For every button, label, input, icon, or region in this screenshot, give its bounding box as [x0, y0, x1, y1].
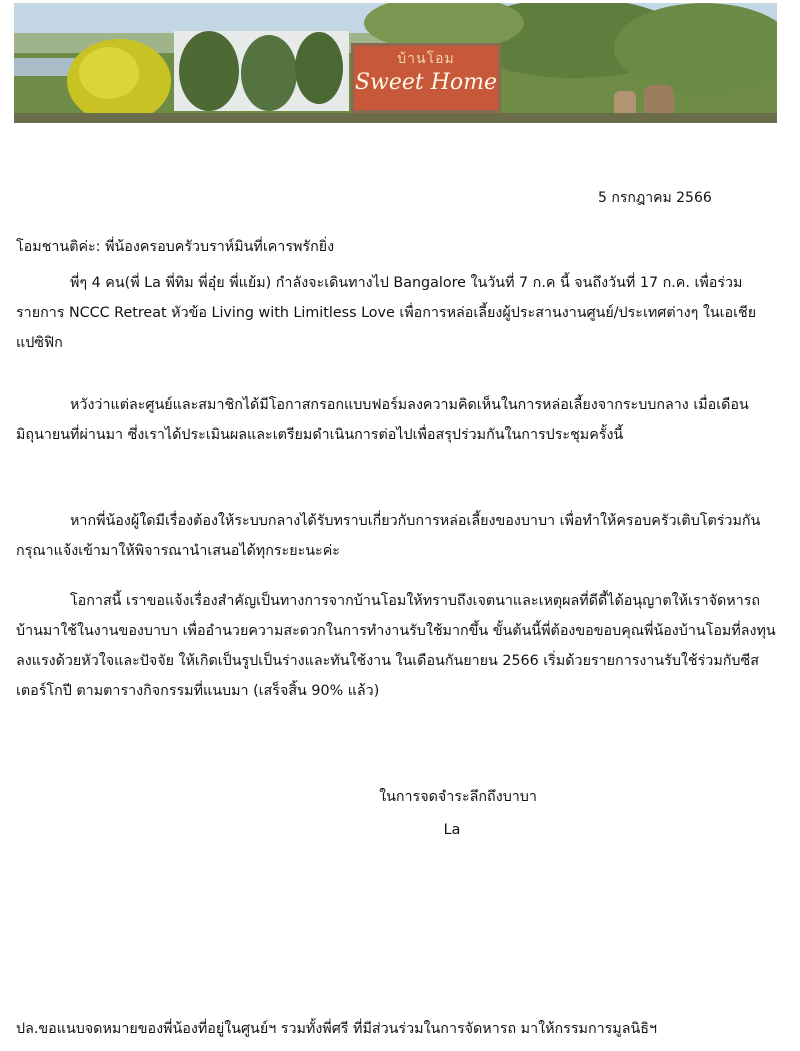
paragraph-feedback: หวังว่าแต่ละศูนย์และสมาชิกได้มีโอกาสกรอกแบบฟอร์มลงความคิดเห็นในการหล่อเลี้ยงจากระบบกลาง เมื่อเดือน มิถุนายนที่ผ่านมา ซึ่งเราได้ประเมินผลและเตรียมดำเนินการต่อไปเพื่อสรุปร่วมกันในการประชุมครั้งนี้ [16, 397, 749, 443]
signature: La [443, 822, 461, 838]
postscript: ปล.ขอแนบจดหมายของพี่น้องที่อยู่ในศูนย์ฯ รวมทั้งพี่ศรี ที่มีส่วนร่วมในการจัดหารถ มาให้กรรมการมูลนิธิฯ [16, 1021, 658, 1037]
paragraph-requests: หากพี่น้องผู้ใดมีเรื่องต้องให้ระบบกลางได้รับทราบเกี่ยวกับการหล่อเลี้ยงของบาบา เพื่อทำให้ครอบครัวเติบโตร่วมกัน กรุณาแจ้งเข้ามาให้พิจารณานำเสนอได้ทุกระยะนะค่ะ [16, 513, 761, 559]
sign-thai-text: บ้านโอม [397, 51, 455, 67]
letter-greeting: โอมชานติค่ะ: พี่น้องครอบครัวบราห์มินที่เคารพรักยิ่ง [16, 239, 335, 255]
sweet-home-sign [351, 43, 501, 113]
header-banner-image [14, 3, 777, 123]
sign-title: Sweet Home [354, 70, 498, 95]
paragraph-announcement: โอกาสนี้ เราขอแจ้งเรื่องสำคัญเป็นทางการจากบ้านโอมให้ทราบถึงเจตนาและเหตุผลที่ดีดี้ได้อนุญาตให้เราจัดหารถบ้านมาใช้ในงานของบาบา เพื่ออำนวยความสะดวกในการทำงานรับใช้มากขึ้น ขั้นต้นนี้พี่ต้องขอขอบคุณพี่น้องบ้านโอมที่ลงทุน ลงแรงด้วยหัวใจและปัจจัย ให้เกิดเป็นรูปเป็นร่างและทันใช้งาน ในเดือนกันยายน 2566 เริ่มด้วยรายการงานรับใช้ร่วมกับซีสเตอร์โกปี ตามตารางกิจกรรมที่แนบมา (เสร็จสิ้น 90% แล้ว) [16, 593, 776, 699]
letter-date: 5 กรกฎาคม 2566 [598, 190, 712, 206]
closing-line: ในการจดจำระลึกถึงบาบา [379, 789, 537, 805]
paragraph-retreat: พี่ๆ 4 คน(พี่ La พี่ทิม พี่อุ๋ย พี่แย้ม) กำลังจะเดินทางไป Bangalore ในวันที่ 7 ก.ค นี้ จนถึงวันที่ 17 ก.ค. เพื่อร่วมรายการ NCCC Retreat หัวข้อ Living with Limitless Love เพื่อการหล่อเลี้ยงผู้ประสานงานศูนย์/ประเทศต่างๆ ในเอเชียแปซิฟิก [16, 275, 757, 351]
